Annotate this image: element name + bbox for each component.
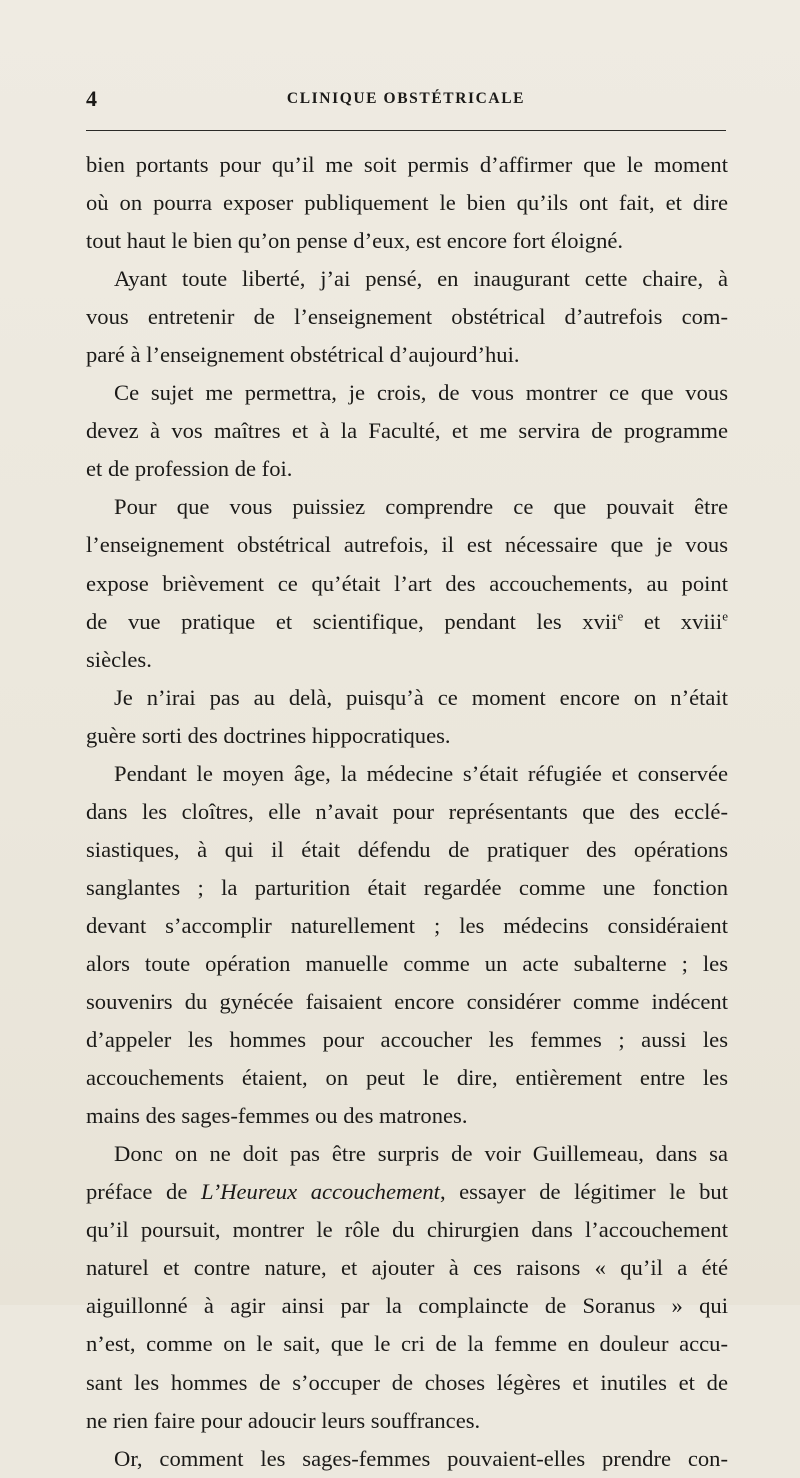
text-line: Or, comment les sages-femmes pouvaient-elles prendre con- [114, 1445, 728, 1471]
text-line: siècles. [86, 646, 152, 672]
text-line: et de profession de foi. [86, 456, 293, 482]
text-line: paré à l’enseignement obstétrical d’aujourd’hui. [86, 342, 520, 368]
text-line: guère sorti des doctrines hippocratiques. [86, 722, 451, 748]
text-line: bien portants pour qu’il me soit permis d’affirmer que le moment [86, 152, 728, 177]
text-line: Ayant toute liberté, j’ai pensé, en inaugurant cette chaire, à [114, 266, 728, 292]
text-line: vous entretenir de l’enseignement obstétrical d’autrefois com- [86, 304, 728, 330]
text-line: d’appeler les hommes pour accoucher les femmes ; aussi les [86, 1027, 728, 1053]
text-line: devant s’accomplir naturellement ; les médecins considéraient [86, 912, 728, 938]
text-line: où on pourra exposer publiquement le bien qu’ils ont fait, et dire [86, 190, 728, 216]
text-line: Donc on ne doit pas être surpris de voir Guillemeau, dans sa [114, 1141, 728, 1167]
text-line: aiguillonné à agir ainsi par la complaincte de Soranus » qui [86, 1293, 728, 1319]
body-text [86, 146, 728, 1478]
text-line: l’enseignement obstétrical autrefois, il est nécessaire que je vous [86, 532, 728, 558]
text-line: mains des sages-femmes ou des matrones. [86, 1103, 468, 1129]
text-line: alors toute opération manuelle comme un acte subalterne ; les [86, 950, 728, 976]
text-line: sanglantes ; la parturition était regardée comme une fonction [86, 874, 728, 900]
text-line: ne rien faire pour adoucir leurs souffrances. [86, 1407, 481, 1433]
book-title: L’Heureux accouchement [200, 1179, 440, 1205]
text-line: n’est, comme on le sait, que le cri de la femme en douleur accu- [86, 1331, 728, 1357]
header-rule [86, 130, 726, 131]
text-line: souvenirs du gynécée faisaient encore considérer comme indécent [86, 989, 728, 1015]
text-line: sant les hommes de s’occuper de choses légères et inutiles et de [86, 1369, 728, 1395]
text-line: accouchements étaient, on peut le dire, entièrement entre les [86, 1065, 728, 1091]
text-line: expose brièvement ce qu’était l’art des accouchements, au point [86, 570, 728, 596]
text-line: Pendant le moyen âge, la médecine s’était réfugiée et conservée [114, 760, 728, 786]
running-title: CLINIQUE OBSTÉTRICALE [286, 90, 526, 107]
text-line: tout haut le bien qu’on pense d’eux, est encore fort éloigné. [86, 228, 624, 254]
text-line: Pour que vous puissiez comprendre ce que pouvait être [114, 494, 728, 520]
text-line: dans les cloîtres, elle n’avait pour représentants que des ecclé- [86, 798, 728, 824]
text-line: qu’il poursuit, montrer le rôle du chirurgien dans l’accouchement [86, 1217, 728, 1243]
text-line: Ce sujet me permettra, je crois, de vous montrer ce que vous [114, 380, 728, 406]
text-line: devez à vos maîtres et à la Faculté, et me servira de programme [86, 418, 728, 444]
text-line: de vue pratique et scientifique, pendant les xvii$^e$ et xviii$^e$ [86, 608, 728, 634]
text-line: siastiques, à qui il était défendu de pratiquer des opérations [86, 836, 728, 862]
text-line: Je n’irai pas au delà, puisqu’à ce moment encore on n’était [114, 684, 728, 710]
page-header [86, 86, 726, 118]
page-number: 4 [86, 86, 97, 111]
text-line: préface de L’Heureux accouchement, essayer de légitimer le but [86, 1179, 728, 1205]
text-line: naturel et contre nature, et ajouter à ces raisons « qu’il a été [86, 1255, 728, 1281]
